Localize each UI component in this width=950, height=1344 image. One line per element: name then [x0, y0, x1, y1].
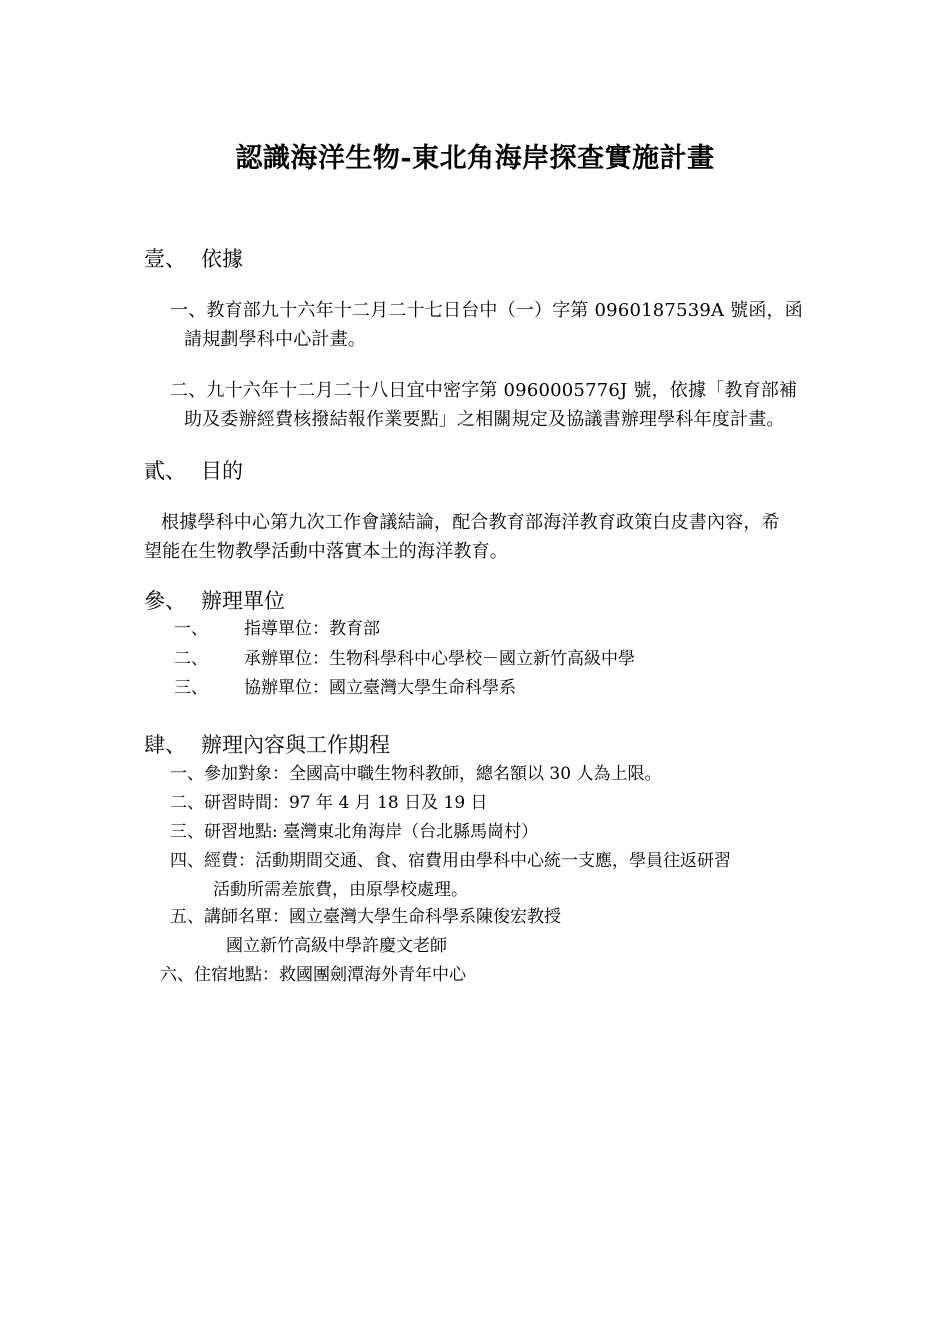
organizer-item-2-text: 承辦單位：生物科學科中心學校－國立新竹高級中學: [244, 649, 635, 669]
section-title: 目的: [201, 459, 243, 483]
basis-item-1-line2: 請規劃學科中心計畫。: [184, 329, 366, 350]
section-number: 壹、: [144, 247, 186, 271]
section-title: 辦理內容與工作期程: [201, 733, 390, 757]
schedule-item-lecturers-line1: 五、講師名單：國立臺灣大學生命科學系陳俊宏教授: [170, 907, 561, 927]
purpose-paragraph-line1: 根據學科中心第九次工作會議結論，配合教育部海洋教育政策白皮書內容，希: [161, 512, 780, 533]
organizer-item-2-number: 二、: [174, 649, 208, 669]
section-heading-basis: [144, 243, 243, 273]
schedule-item-location: 三、研習地點: 臺灣東北角海岸（台北縣馬崗村）: [170, 822, 539, 842]
basis-item-1-line1: 一、教育部九十六年十二月二十七日台中（一）字第 0960187539A 號函，函: [170, 300, 803, 321]
purpose-paragraph-line2: 望能在生物教學活動中落實本土的海洋教育。: [144, 541, 508, 562]
organizer-item-3-number: 三、: [174, 678, 208, 698]
schedule-item-funding-line2: 活動所需差旅費，由原學校處理。: [213, 880, 468, 900]
schedule-item-funding-line1: 四、經費：活動期間交通、食、宿費用由學科中心統一支應，學員往返研習: [170, 851, 731, 871]
section-number: 參、: [144, 589, 186, 613]
basis-item-2-line2: 助及委辦經費核撥結報作業要點」之相關規定及協議書辦理學科年度計畫。: [184, 409, 785, 430]
section-number: 肆、: [144, 733, 186, 757]
section-heading-content-schedule: [144, 729, 390, 759]
schedule-item-participants: 一、參加對象：全國高中職生物科教師，總名額以 30 人為上限。: [170, 764, 662, 784]
section-title: 依據: [201, 247, 243, 271]
section-heading-purpose: [144, 455, 243, 485]
section-heading-organizers: [144, 585, 285, 615]
organizer-item-1-number: 一、: [174, 619, 208, 639]
basis-item-2-line1: 二、九十六年十二月二十八日宜中密字第 0960005776J 號，依據「教育部補: [170, 380, 798, 401]
schedule-item-accommodation: 六、住宿地點：救國團劍潭海外青年中心: [160, 965, 466, 985]
organizer-item-1-text: 指導單位：教育部: [244, 619, 380, 639]
section-number: 貳、: [144, 459, 186, 483]
organizer-item-3-text: 協辦單位：國立臺灣大學生命科學系: [244, 678, 516, 698]
section-title: 辦理單位: [201, 589, 285, 613]
schedule-item-lecturers-line2: 國立新竹高級中學許慶文老師: [226, 936, 447, 956]
document-title: 認識海洋生物-東北角海岸探查實施計畫: [235, 143, 715, 174]
schedule-item-dates: 二、研習時間：97 年 4 月 18 日及 19 日: [170, 793, 488, 813]
